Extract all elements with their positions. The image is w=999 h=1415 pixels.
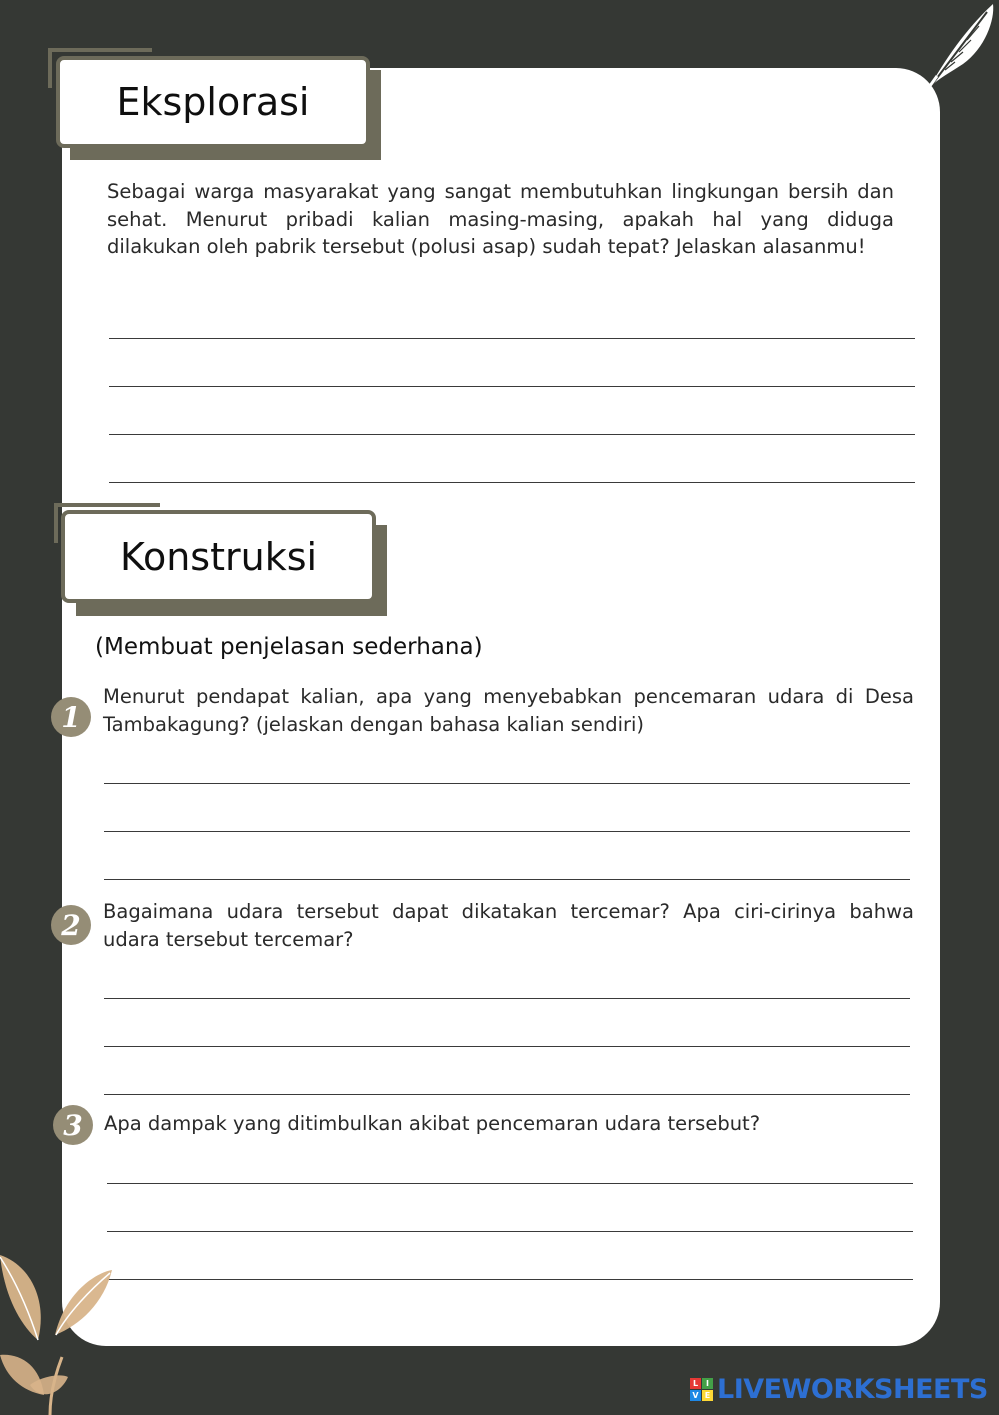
question-number-badge: 1	[51, 697, 91, 737]
answer-line[interactable]	[109, 338, 915, 339]
question-text: Apa dampak yang ditimbulkan akibat pencemaran udara tersebut?	[104, 1112, 761, 1135]
answer-line[interactable]	[107, 1183, 913, 1184]
konstruksi-subtitle: (Membuat penjelasan sederhana)	[95, 634, 483, 660]
answer-line[interactable]	[104, 831, 910, 832]
leaf-decoration-icon	[0, 1245, 125, 1415]
question-text: Bagaimana udara tersebut dapat dikatakan tercemar? Apa ciri-cirinya bahwa udara tersebut tercemar?	[103, 900, 914, 951]
section-title-konstruksi: Konstruksi	[119, 534, 318, 579]
liveworksheets-logo	[690, 1374, 988, 1405]
answer-line[interactable]	[109, 386, 915, 387]
question-text: Menurut pendapat kalian, apa yang menyebabkan pencemaran udara di Desa Tambakagung? (jelaskan dengan bahasa kalian sendiri)	[103, 685, 914, 736]
answer-line[interactable]	[104, 998, 910, 999]
answer-line[interactable]	[104, 1094, 910, 1095]
question-number-badge: 2	[51, 905, 91, 945]
answer-line[interactable]	[104, 879, 910, 880]
answer-line[interactable]	[107, 1279, 913, 1280]
eksplorasi-prompt: Sebagai warga masyarakat yang sangat membutuhkan lingkungan bersih dan sehat. Menurut pribadi kalian masing-masing, apakah hal yang diduga dilakukan oleh pabrik tersebut (polusi asap) sudah tepat? Jelaskan alasanmu!	[107, 180, 894, 258]
eksplorasi-header	[48, 48, 388, 163]
logo-grid-icon: L I V E	[690, 1378, 713, 1401]
konstruksi-header	[54, 503, 394, 618]
section-title-eksplorasi: Eksplorasi	[116, 80, 310, 124]
question-number-badge: 3	[53, 1105, 93, 1145]
feather-icon	[915, 0, 999, 92]
answer-line[interactable]	[107, 1231, 913, 1232]
logo-text: LIVEWORKSHEETS	[717, 1374, 988, 1405]
answer-line[interactable]	[109, 434, 915, 435]
answer-line[interactable]	[104, 1046, 910, 1047]
answer-line[interactable]	[104, 783, 910, 784]
answer-line[interactable]	[109, 482, 915, 483]
